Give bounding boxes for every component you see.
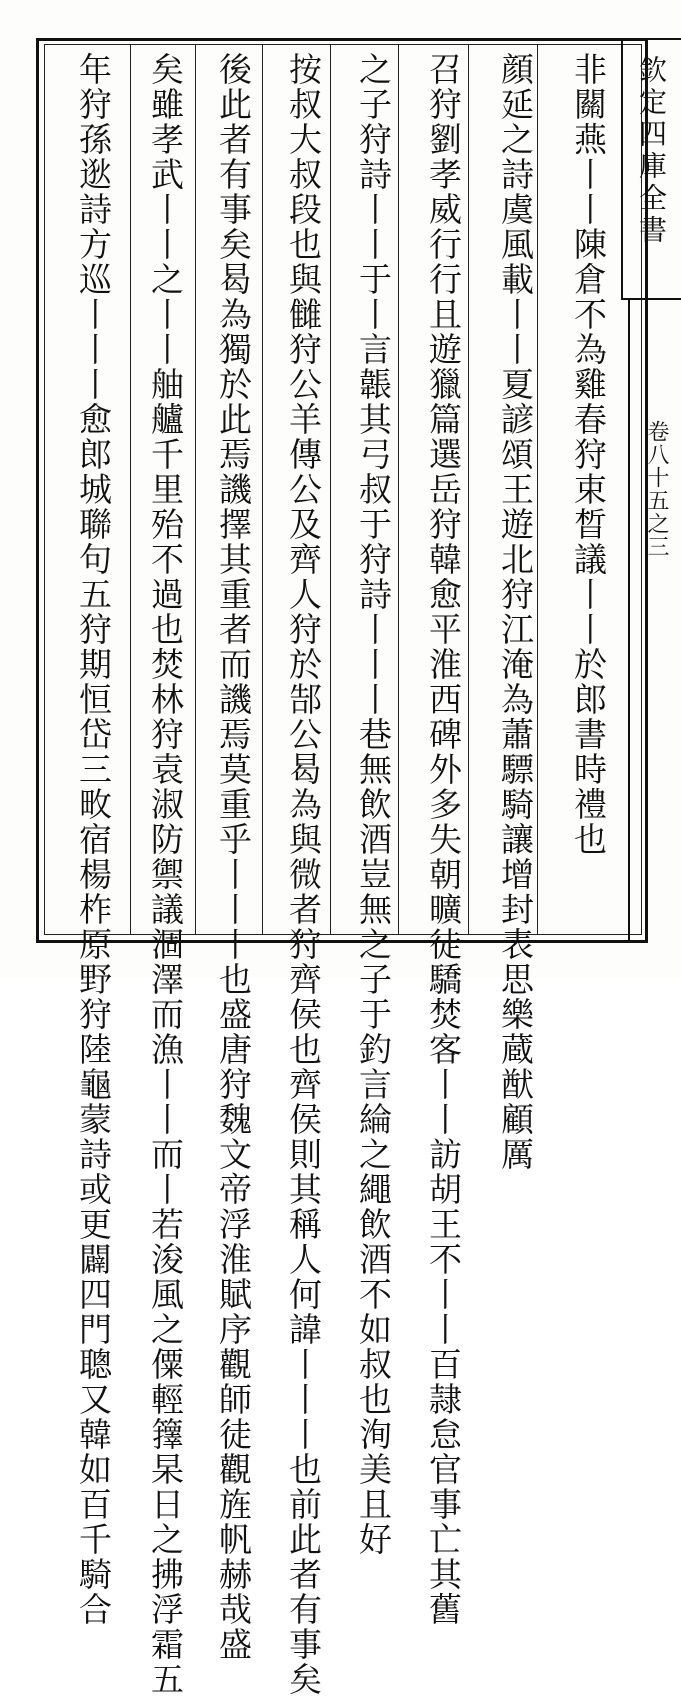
text-column-2: 顔延之詩虞風載丨丨夏諺頌王遊北狩江淹為蕭驃騎讓增封表思樂蔵猷顧厲 bbox=[496, 52, 535, 1172]
text-column-7: 矣雖孝武丨丨之丨丨舳艫千里殆不過也焚林狩袁淑防禦議涸澤而漁丨丨而丨若浚風之僳輕籜杲日之拂浮霜五 bbox=[146, 52, 185, 1697]
text-column-5: 按叔大叔段也與雠狩公羊傳公及齊人狩於郜公曷為與微者狩齊侯也齊侯則其稱人何諱丨丨丨也前此者有事矣 bbox=[284, 52, 323, 1697]
text-column-3: 召狩劉孝威行行且遊獵篇選岳狩韓愈平淮西碑外多失朝曠徒驕焚客丨丨訪胡王不丨丨百隷怠官事亡其舊 bbox=[424, 52, 463, 1627]
book-title: 欽定四庫全書 bbox=[635, 55, 668, 247]
volume-label: 卷八十五之三 bbox=[644, 420, 669, 558]
column-rule bbox=[330, 45, 331, 935]
column-rule bbox=[468, 45, 469, 935]
column-rule bbox=[262, 45, 263, 935]
text-column-4: 之子狩詩丨丨于丨言韔其弓叔于狩詩丨丨丨巷無飲酒豈無之子于釣言綸之繩飲酒不如叔也洵美且好 bbox=[354, 52, 393, 1557]
inner-border bbox=[44, 44, 642, 1697]
text-column-6: 後此者有事矣曷為獨於此焉譏擇其重者而譏焉莫重乎丨丨丨也盛唐狩魏文帝浮淮賦序觀師徒觀旌帆赫哉盛 bbox=[214, 52, 253, 1662]
column-rule bbox=[195, 45, 196, 935]
margin-rule bbox=[628, 300, 630, 943]
column-rule bbox=[130, 45, 131, 935]
text-column-1: 非關燕丨丨陳倉不為雞春狩束晳議丨丨於郎書時禮也 bbox=[569, 52, 608, 857]
column-rule bbox=[398, 45, 399, 935]
text-column-8: 年狩孫逖詩方巡丨丨丨愈郎城聯句五狩期恒岱三畋宿楊柞原野狩陸龜蒙詩或更闢四門聰又韓如百千騎合 bbox=[74, 52, 113, 1627]
